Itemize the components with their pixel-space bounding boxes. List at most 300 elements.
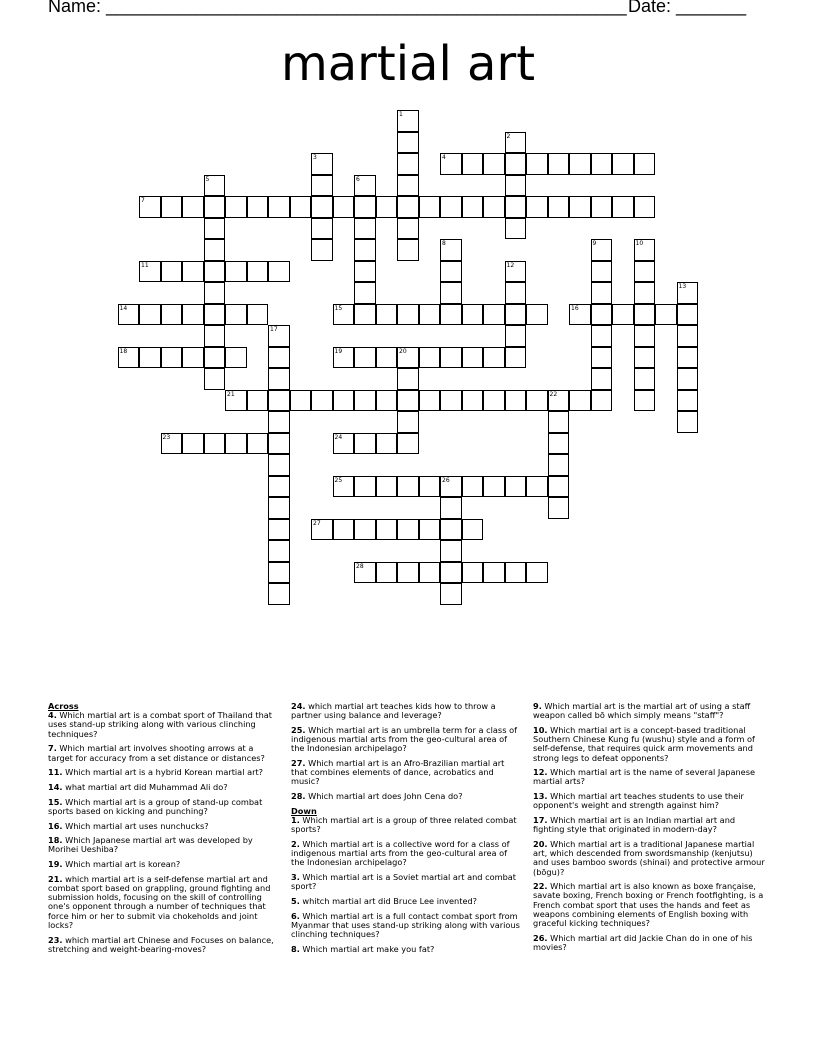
- grid-cell[interactable]: [483, 196, 505, 218]
- clue-text: Which martial art is a concept-based traditional Southern Chinese Kung fu (wushu) style and a form of self-defense, that requires quick arm movements and strong legs to defeat opponents?: [533, 724, 755, 763]
- grid-cell[interactable]: [311, 390, 333, 412]
- grid-cell[interactable]: [225, 196, 247, 218]
- grid-cell[interactable]: [419, 347, 441, 369]
- grid-cell[interactable]: [204, 218, 226, 240]
- grid-cell[interactable]: [419, 196, 441, 218]
- clue-item: [533, 792, 765, 810]
- grid-cell[interactable]: [505, 325, 527, 347]
- clue-text: Which martial art is a group of three related combat sports?: [291, 815, 517, 835]
- grid-cell[interactable]: [268, 196, 290, 218]
- clue-number: 28: [356, 562, 364, 570]
- grid-cell[interactable]: [505, 347, 527, 369]
- grid-cell[interactable]: [333, 390, 355, 412]
- grid-cell[interactable]: [161, 433, 183, 455]
- grid-cell[interactable]: [397, 476, 419, 498]
- clue-text: what martial art did Muhammad Ali do?: [62, 781, 228, 792]
- grid-cell[interactable]: [161, 196, 183, 218]
- clue-number: 24: [334, 433, 343, 441]
- grid-cell[interactable]: [376, 562, 398, 584]
- grid-cell[interactable]: [462, 390, 484, 412]
- grid-cell[interactable]: [225, 261, 247, 283]
- grid-cell[interactable]: [333, 519, 355, 541]
- clue-num: 17.: [533, 815, 548, 826]
- grid-cell[interactable]: [505, 304, 527, 326]
- grid-cell[interactable]: [225, 347, 247, 369]
- grid-cell[interactable]: [505, 476, 527, 498]
- grid-cell[interactable]: [376, 390, 398, 412]
- grid-cell[interactable]: [397, 368, 419, 390]
- grid-cell[interactable]: [483, 390, 505, 412]
- grid-cell[interactable]: [440, 239, 462, 261]
- grid-cell[interactable]: [204, 347, 226, 369]
- grid-cell[interactable]: [505, 132, 527, 154]
- grid-cell[interactable]: [505, 175, 527, 197]
- clue-num: 16.: [48, 820, 63, 831]
- clue-item: [48, 860, 280, 869]
- clue-text: Which martial art is an Afro-Brazilian martial art that combines elements of dance, acrobatics and music?: [291, 758, 505, 787]
- grid-cell[interactable]: [591, 261, 613, 283]
- grid-cell[interactable]: [397, 110, 419, 132]
- grid-cell[interactable]: [440, 390, 462, 412]
- grid-cell[interactable]: [204, 368, 226, 390]
- clue-num: 12.: [533, 767, 548, 778]
- grid-cell[interactable]: [311, 196, 333, 218]
- clue-num: 6.: [291, 910, 300, 921]
- grid-cell[interactable]: [268, 411, 290, 433]
- grid-cell[interactable]: [462, 519, 484, 541]
- grid-cell[interactable]: [354, 390, 376, 412]
- clue-text: Which martial art is also known as boxe française, savate boxing, French boxing or French footfighting, is a French combat sport that uses the hands and feet as weapons combining elements of English boxing with graceful kicking techniques?: [533, 881, 764, 929]
- grid-cell[interactable]: [483, 476, 505, 498]
- clue-number: 22: [549, 390, 558, 398]
- grid-cell[interactable]: [268, 390, 290, 412]
- across-heading: Across: [48, 701, 79, 711]
- grid-cell[interactable]: [311, 175, 333, 197]
- clue-item: [291, 726, 523, 754]
- grid-cell[interactable]: [397, 304, 419, 326]
- grid-cell[interactable]: [548, 153, 570, 175]
- grid-cell[interactable]: [569, 390, 591, 412]
- grid-cell[interactable]: [397, 175, 419, 197]
- grid-cell[interactable]: [440, 476, 462, 498]
- clue-number: 14: [119, 304, 128, 312]
- grid-cell[interactable]: [548, 196, 570, 218]
- grid-cell[interactable]: [634, 282, 656, 304]
- grid-cell[interactable]: [634, 347, 656, 369]
- clue-item: [291, 873, 523, 891]
- clue-num: 5.: [291, 895, 300, 906]
- grid-cell[interactable]: [677, 368, 699, 390]
- grid-cell[interactable]: [225, 304, 247, 326]
- grid-cell[interactable]: [354, 218, 376, 240]
- grid-cell[interactable]: [354, 347, 376, 369]
- grid-cell[interactable]: [376, 304, 398, 326]
- grid-cell[interactable]: [268, 347, 290, 369]
- grid-cell[interactable]: [419, 519, 441, 541]
- clue-item: [48, 875, 280, 930]
- clue-number: 17: [270, 326, 278, 333]
- grid-cell[interactable]: [225, 433, 247, 455]
- grid-cell[interactable]: [440, 282, 462, 304]
- grid-cell[interactable]: [526, 153, 548, 175]
- grid-cell[interactable]: [182, 196, 204, 218]
- grid-cell[interactable]: [591, 368, 613, 390]
- clue-item: [291, 897, 523, 906]
- grid-cell[interactable]: [204, 175, 226, 197]
- grid-cell[interactable]: [268, 540, 290, 562]
- grid-cell[interactable]: [440, 562, 462, 584]
- grid-cell[interactable]: [548, 497, 570, 519]
- name-field-label[interactable]: Name: ____________________________________________________: [48, 0, 627, 16]
- clues-column-3: [533, 702, 765, 958]
- grid-cell[interactable]: [247, 196, 269, 218]
- clue-item: [291, 912, 523, 940]
- clue-number: 6: [356, 175, 360, 183]
- grid-cell[interactable]: [440, 519, 462, 541]
- grid-cell[interactable]: [268, 325, 290, 347]
- grid-cell[interactable]: [462, 153, 484, 175]
- grid-cell[interactable]: [591, 347, 613, 369]
- grid-cell[interactable]: [419, 476, 441, 498]
- grid-cell[interactable]: [526, 476, 548, 498]
- grid-cell[interactable]: [634, 325, 656, 347]
- grid-cell[interactable]: [354, 562, 376, 584]
- grid-cell[interactable]: [376, 347, 398, 369]
- grid-cell[interactable]: [548, 476, 570, 498]
- grid-cell[interactable]: [526, 304, 548, 326]
- clue-item: [291, 840, 523, 868]
- grid-cell[interactable]: [419, 562, 441, 584]
- grid-cell[interactable]: [505, 218, 527, 240]
- grid-cell[interactable]: [376, 196, 398, 218]
- grid-cell[interactable]: [462, 562, 484, 584]
- grid-cell[interactable]: [354, 304, 376, 326]
- clue-item: [48, 822, 280, 831]
- clue-number: 11: [141, 261, 149, 269]
- grid-cell[interactable]: [182, 433, 204, 455]
- grid-cell[interactable]: [462, 196, 484, 218]
- grid-cell[interactable]: [483, 347, 505, 369]
- grid-cell[interactable]: [505, 196, 527, 218]
- grid-cell[interactable]: [677, 390, 699, 412]
- grid-cell[interactable]: [161, 261, 183, 283]
- grid-cell[interactable]: [483, 153, 505, 175]
- grid-cell[interactable]: [333, 347, 355, 369]
- clue-item: [533, 816, 765, 834]
- grid-cell[interactable]: [440, 261, 462, 283]
- grid-cell[interactable]: [204, 239, 226, 261]
- grid-cell[interactable]: [182, 261, 204, 283]
- grid-cell[interactable]: [376, 519, 398, 541]
- grid-cell[interactable]: [311, 239, 333, 261]
- grid-cell[interactable]: [440, 196, 462, 218]
- grid-cell[interactable]: [268, 583, 290, 605]
- clue-item: [291, 945, 523, 954]
- clue-num: 9.: [533, 701, 542, 711]
- grid-cell[interactable]: [612, 304, 634, 326]
- grid-cell[interactable]: [569, 304, 591, 326]
- date-field-label[interactable]: Date: _______: [628, 0, 747, 16]
- grid-cell[interactable]: [591, 304, 613, 326]
- grid-cell[interactable]: [677, 282, 699, 304]
- clue-number: 9: [592, 240, 597, 247]
- clue-text: Which martial art is a Soviet martial art and combat sport?: [291, 872, 516, 892]
- grid-cell[interactable]: [268, 476, 290, 498]
- clue-num: 22.: [533, 881, 548, 892]
- clue-number: 25: [334, 476, 343, 484]
- clue-num: 11.: [48, 767, 63, 778]
- clue-num: 13.: [533, 791, 548, 802]
- clue-text: Which martial art is the name of several Japanese martial arts?: [533, 767, 756, 787]
- grid-cell[interactable]: [161, 347, 183, 369]
- grid-cell[interactable]: [354, 261, 376, 283]
- grid-cell[interactable]: [505, 390, 527, 412]
- grid-cell[interactable]: [118, 304, 140, 326]
- clue-item: [48, 936, 280, 954]
- grid-cell[interactable]: [505, 282, 527, 304]
- clue-text: Which martial art involves shooting arrows at a target for accuracy from a set distance or distances?: [48, 743, 265, 763]
- grid-cell[interactable]: [354, 239, 376, 261]
- clue-text: Which martial art is the martial art of using a staff weapon called bō which simply means "staff"?: [533, 701, 751, 721]
- grid-cell[interactable]: [612, 196, 634, 218]
- grid-cell[interactable]: [139, 304, 161, 326]
- clue-num: 8.: [291, 943, 300, 954]
- clue-number: 20: [399, 347, 407, 355]
- grid-cell[interactable]: [268, 454, 290, 476]
- clue-number: 10: [635, 240, 644, 247]
- grid-cell[interactable]: [505, 562, 527, 584]
- clue-text: which martial art Chinese and Focuses on balance, stretching and weight-bearing-moves?: [48, 934, 274, 954]
- grid-cell[interactable]: [333, 304, 355, 326]
- clue-number: 7: [141, 197, 145, 204]
- grid-cell[interactable]: [311, 218, 333, 240]
- clue-item: [291, 792, 523, 801]
- grid-cell[interactable]: [634, 261, 656, 283]
- grid-cell[interactable]: [354, 433, 376, 455]
- clue-text: Which martial art is an umbrella term for a class of indigenous martial arts from the geo-cultural area of the Indonesian archipelago?: [291, 724, 517, 754]
- clue-number: 18: [119, 347, 128, 355]
- clue-text: which martial art teaches kids how to throw a partner using balance and leverage?: [291, 701, 496, 721]
- clue-number: 15: [334, 304, 343, 312]
- clue-item: [533, 840, 765, 877]
- grid-cell[interactable]: [440, 304, 462, 326]
- grid-cell[interactable]: [354, 519, 376, 541]
- down-clue-list: [291, 816, 523, 954]
- clue-num: 18.: [48, 835, 63, 846]
- grid-cell[interactable]: [440, 497, 462, 519]
- clue-text: Which martial art is a full contact combat sport from Myanmar that uses stand-up striking along with various clinching techniques?: [291, 910, 520, 940]
- grid-cell[interactable]: [333, 433, 355, 455]
- grid-cell[interactable]: [247, 390, 269, 412]
- grid-cell[interactable]: [204, 196, 226, 218]
- grid-cell[interactable]: [397, 132, 419, 154]
- grid-cell[interactable]: [397, 390, 419, 412]
- clue-num: 25.: [291, 724, 306, 735]
- grid-cell[interactable]: [268, 519, 290, 541]
- grid-cell[interactable]: [247, 433, 269, 455]
- grid-cell[interactable]: [268, 562, 290, 584]
- clue-text: Which martial art teaches students to use their opponent's weight and strength against him?: [533, 791, 744, 811]
- clue-text: whitch martial art did Bruce Lee invented?: [299, 895, 478, 906]
- grid-cell[interactable]: [376, 476, 398, 498]
- grid-cell[interactable]: [247, 261, 269, 283]
- grid-cell[interactable]: [397, 519, 419, 541]
- grid-cell[interactable]: [591, 390, 613, 412]
- grid-cell[interactable]: [268, 368, 290, 390]
- clues-column-2: [291, 702, 523, 959]
- grid-cell[interactable]: [440, 347, 462, 369]
- grid-cell[interactable]: [419, 390, 441, 412]
- grid-cell[interactable]: [268, 261, 290, 283]
- grid-cell[interactable]: [591, 282, 613, 304]
- grid-cell[interactable]: [462, 304, 484, 326]
- down-heading: Down: [291, 805, 317, 816]
- grid-cell[interactable]: [591, 196, 613, 218]
- clue-num: 15.: [48, 796, 63, 807]
- grid-cell[interactable]: [483, 304, 505, 326]
- across-clue-list: [48, 711, 280, 954]
- grid-cell[interactable]: [677, 411, 699, 433]
- clue-item: [48, 798, 280, 816]
- clue-num: 19.: [48, 859, 63, 870]
- grid-cell[interactable]: [634, 153, 656, 175]
- grid-cell[interactable]: [161, 304, 183, 326]
- clue-text: Which martial art is a combat sport of Thailand that uses stand-up striking along with various clinching techniques?: [48, 710, 273, 739]
- clue-num: 27.: [291, 758, 306, 769]
- grid-cell[interactable]: [677, 304, 699, 326]
- clue-text: Which Japanese martial art was developed by Morihei Ueshiba?: [48, 835, 253, 855]
- clue-number: 26: [442, 476, 450, 484]
- clue-text: Which martial art is a traditional Japanese martial art, which descended from swordsmanship (kenjutsu) and uses bamboo swords (shinai) and protective armour (bōgu)?: [533, 838, 765, 877]
- grid-cell[interactable]: [204, 325, 226, 347]
- grid-cell[interactable]: [591, 325, 613, 347]
- clue-num: 20.: [533, 838, 548, 849]
- grid-cell[interactable]: [118, 347, 140, 369]
- puzzle-title: martial art: [280, 36, 536, 92]
- grid-cell[interactable]: [354, 476, 376, 498]
- grid-cell[interactable]: [268, 497, 290, 519]
- grid-cell[interactable]: [397, 347, 419, 369]
- grid-cell[interactable]: [505, 153, 527, 175]
- clue-item: [291, 816, 523, 834]
- clue-number: 21: [227, 390, 235, 398]
- clue-num: 14.: [48, 781, 63, 792]
- grid-cell[interactable]: [268, 433, 290, 455]
- grid-cell[interactable]: [591, 239, 613, 261]
- grid-cell[interactable]: [397, 196, 419, 218]
- grid-cell[interactable]: [569, 196, 591, 218]
- grid-cell[interactable]: [311, 153, 333, 175]
- grid-cell[interactable]: [397, 153, 419, 175]
- clue-text: which martial art is a self-defense martial art and combat sport based on grappling, ground fighting and submission holds, focusing on the skill of controlling one's opponent through a number of techniques that force him or her to submit via chokeholds and joint locks?: [48, 873, 271, 930]
- grid-cell[interactable]: [204, 304, 226, 326]
- grid-cell[interactable]: [139, 261, 161, 283]
- grid-cell[interactable]: [440, 540, 462, 562]
- grid-cell[interactable]: [354, 196, 376, 218]
- clue-num: 7.: [48, 743, 57, 754]
- grid-cell[interactable]: [634, 239, 656, 261]
- grid-cell[interactable]: [354, 175, 376, 197]
- grid-cell[interactable]: [548, 411, 570, 433]
- grid-cell[interactable]: [634, 196, 656, 218]
- clue-text: Which martial art is an Indian martial art and fighting style that originated in modern-day?: [533, 815, 736, 835]
- grid-cell[interactable]: [376, 433, 398, 455]
- grid-cell[interactable]: [139, 347, 161, 369]
- grid-cell[interactable]: [397, 218, 419, 240]
- grid-cell[interactable]: [311, 519, 333, 541]
- grid-cell[interactable]: [634, 304, 656, 326]
- grid-cell[interactable]: [677, 347, 699, 369]
- grid-cell[interactable]: [548, 454, 570, 476]
- grid-cell[interactable]: [354, 282, 376, 304]
- clue-num: 24.: [291, 701, 306, 711]
- grid-cell[interactable]: [612, 153, 634, 175]
- grid-cell[interactable]: [548, 433, 570, 455]
- grid-cell[interactable]: [182, 347, 204, 369]
- grid-cell[interactable]: [204, 261, 226, 283]
- grid-cell[interactable]: [182, 304, 204, 326]
- grid-cell[interactable]: [247, 304, 269, 326]
- clue-number: 19: [334, 347, 343, 355]
- grid-cell[interactable]: [462, 347, 484, 369]
- grid-cell[interactable]: [440, 583, 462, 605]
- grid-cell[interactable]: [139, 196, 161, 218]
- down-clue-list-continued: [533, 702, 765, 952]
- grid-cell[interactable]: [655, 304, 677, 326]
- grid-cell[interactable]: [483, 562, 505, 584]
- grid-cell[interactable]: [526, 562, 548, 584]
- grid-cell[interactable]: [397, 411, 419, 433]
- grid-cell[interactable]: [526, 390, 548, 412]
- grid-cell[interactable]: [505, 261, 527, 283]
- grid-cell[interactable]: [290, 196, 312, 218]
- grid-cell[interactable]: [333, 196, 355, 218]
- clue-number: 13: [678, 283, 687, 290]
- clue-item: [533, 768, 765, 786]
- clue-item: [533, 934, 765, 952]
- grid-cell[interactable]: [397, 239, 419, 261]
- grid-cell[interactable]: [290, 390, 312, 412]
- across-clue-list-continued: [291, 702, 523, 801]
- clue-num: 26.: [533, 932, 548, 943]
- clue-item: [48, 711, 280, 739]
- grid-cell[interactable]: [225, 390, 247, 412]
- grid-cell[interactable]: [548, 390, 570, 412]
- grid-cell[interactable]: [569, 153, 591, 175]
- clue-number: 12: [506, 261, 515, 269]
- grid-cell[interactable]: [204, 282, 226, 304]
- grid-cell[interactable]: [677, 325, 699, 347]
- clue-number: 4: [442, 154, 446, 161]
- clue-number: 1: [399, 111, 403, 118]
- grid-cell[interactable]: [397, 433, 419, 455]
- grid-cell[interactable]: [591, 153, 613, 175]
- clues-column-1: [48, 702, 280, 959]
- grid-cell[interactable]: [204, 433, 226, 455]
- clue-num: 10.: [533, 724, 548, 735]
- grid-cell[interactable]: [419, 304, 441, 326]
- clue-text: Which martial art did Jackie Chan do in one of his movies?: [533, 932, 753, 952]
- grid-cell[interactable]: [333, 476, 355, 498]
- grid-cell[interactable]: [526, 196, 548, 218]
- grid-cell[interactable]: [397, 562, 419, 584]
- grid-cell[interactable]: [634, 390, 656, 412]
- grid-cell[interactable]: [440, 153, 462, 175]
- grid-cell[interactable]: [462, 476, 484, 498]
- grid-cell[interactable]: [634, 368, 656, 390]
- clue-num: 23.: [48, 934, 63, 945]
- clue-text: Which martial art uses nunchucks?: [62, 820, 209, 831]
